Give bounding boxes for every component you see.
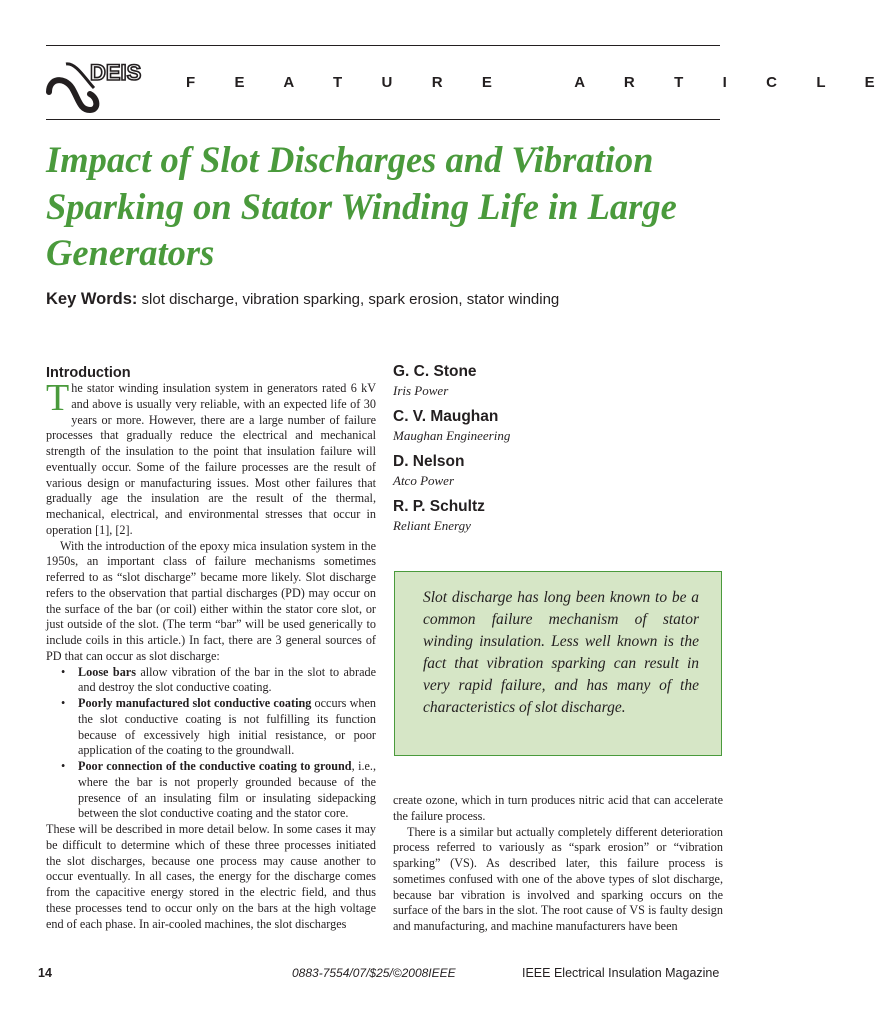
- right-paragraph-2: There is a similar but actually completely different deterioration process referred to variously as “spark erosion” or “vibration sparking” (VS). As described later, this failure process is sometimes confused with one of the above types of slot discharge, because bar vibration is involved and sparking occurs on the surface of the bars in the slot. The root cause of VS is faulty design and manufacturing, and machine manufacturers have been: [393, 824, 723, 933]
- magazine-name: IEEE Electrical Insulation Magazine: [522, 966, 720, 980]
- list-item: • Loose bars allow vibration of the bar in the slot to abrade and destroy the slot conductive coating.: [61, 664, 376, 695]
- drop-cap: T: [46, 377, 70, 419]
- author-entry: [393, 407, 723, 444]
- author-name: G. C. Stone: [393, 363, 477, 380]
- page-number: 14: [38, 966, 52, 980]
- author-entry: [393, 452, 723, 489]
- intro-paragraph-1: The stator winding insulation system in generators rated 6 kV and above is usually very reliable, with an expected life of 30 years or more. However, there are a large number of failure processes that gradually reduce the electrical and mechanical strength of the insulation to the point that insulation failure will eventually occur. Some of the failure processes are the result of various design or manufacturing issues. Most other failures that gradually age the insulation are the result of the thermal, mechanical, electrical, and environmental stresses that occur in operation [1], [2].: [46, 377, 376, 537]
- author-affiliation: Atco Power: [393, 473, 455, 488]
- author-name: R. P. Schultz: [393, 498, 485, 515]
- author-entry: [393, 497, 723, 534]
- svg-text:DEIS: DEIS: [90, 60, 142, 85]
- intro-paragraph-3: These will be described in more detail below. In some cases it may be difficult to determine which of these three processes initiated the slot discharges, because one process may cause another to occur eventually. In all cases, the energy for the discharge comes from the capacitive energy stored in the electric field, and thus these processes tend to occur only on the bars at the high voltage end of each phase. In air-cooled machines, the slot discharges: [46, 822, 376, 931]
- keywords-text: slot discharge, vibration sparking, spark erosion, stator winding: [137, 291, 560, 308]
- right-column: [393, 793, 723, 935]
- section-label: F E A T U R E A R T I C L E: [186, 74, 892, 91]
- copyright-code: 0883-7554/07/$25/©2008IEEE: [292, 966, 456, 980]
- author-entry: [393, 362, 723, 399]
- deis-logo-icon: [46, 58, 142, 112]
- title-line-3: Generators: [46, 232, 215, 273]
- pull-quote-box: [394, 571, 722, 756]
- bullet: •: [61, 759, 66, 773]
- header-top-rule: [46, 45, 720, 46]
- article-title: [46, 137, 736, 277]
- bullet: •: [61, 664, 66, 679]
- pd-sources-list: [46, 665, 376, 823]
- author-affiliation: Iris Power: [393, 383, 449, 398]
- intro-paragraph-2: With the introduction of the epoxy mica insulation system in the 1950s, an important class of failure mechanisms sometimes referred to as “slot discharge” became more likely. Slot discharge refers to the observation that partial discharges (PD) may occur on the surface of the bar (or coil) either within the stator core slot, or just outside of the slot. (The term “bar” will be used generically to include coils in this article.) In fact, there are 3 general sources of PD that can occur as slot discharge:: [46, 538, 376, 663]
- introduction-heading: Introduction: [46, 365, 131, 381]
- pull-quote-text: Slot discharge has long been known to be a common failure mechanism of stator winding insulation. Less well known is the fact that vibration sparking can result in very rapid failure, and has many of the characteristics of slot discharge.: [423, 589, 699, 716]
- title-line-1: Impact of Slot Discharges and Vibration: [46, 139, 654, 180]
- left-column: [46, 364, 376, 932]
- header-bottom-rule: [46, 119, 720, 120]
- right-paragraph-1: create ozone, which in turn produces nitric acid that can accelerate the failure process.: [393, 793, 723, 823]
- bullet: •: [61, 696, 66, 710]
- author-affiliation: Reliant Energy: [393, 518, 471, 533]
- author-affiliation: Maughan Engineering: [393, 428, 511, 443]
- keywords: [46, 290, 736, 309]
- list-item: • Poor connection of the conductive coating to ground, i.e., where the bar is not properly grounded because of the presence of an insulating film or insulating sidepacking between the slot conductive coating and the stator core.: [61, 759, 376, 821]
- keywords-label: Key Words:: [46, 290, 138, 308]
- author-list: [393, 362, 723, 542]
- title-line-2: Sparking on Stator Winding Life in Large: [46, 185, 677, 227]
- author-name: C. V. Maughan: [393, 408, 499, 425]
- list-item: • Poorly manufactured slot conductive coating occurs when the slot conductive coating is not fulfilling its function because of excessively high initial resistance, or poor application of the coating to the groundwall.: [61, 696, 376, 758]
- author-name: D. Nelson: [393, 453, 465, 470]
